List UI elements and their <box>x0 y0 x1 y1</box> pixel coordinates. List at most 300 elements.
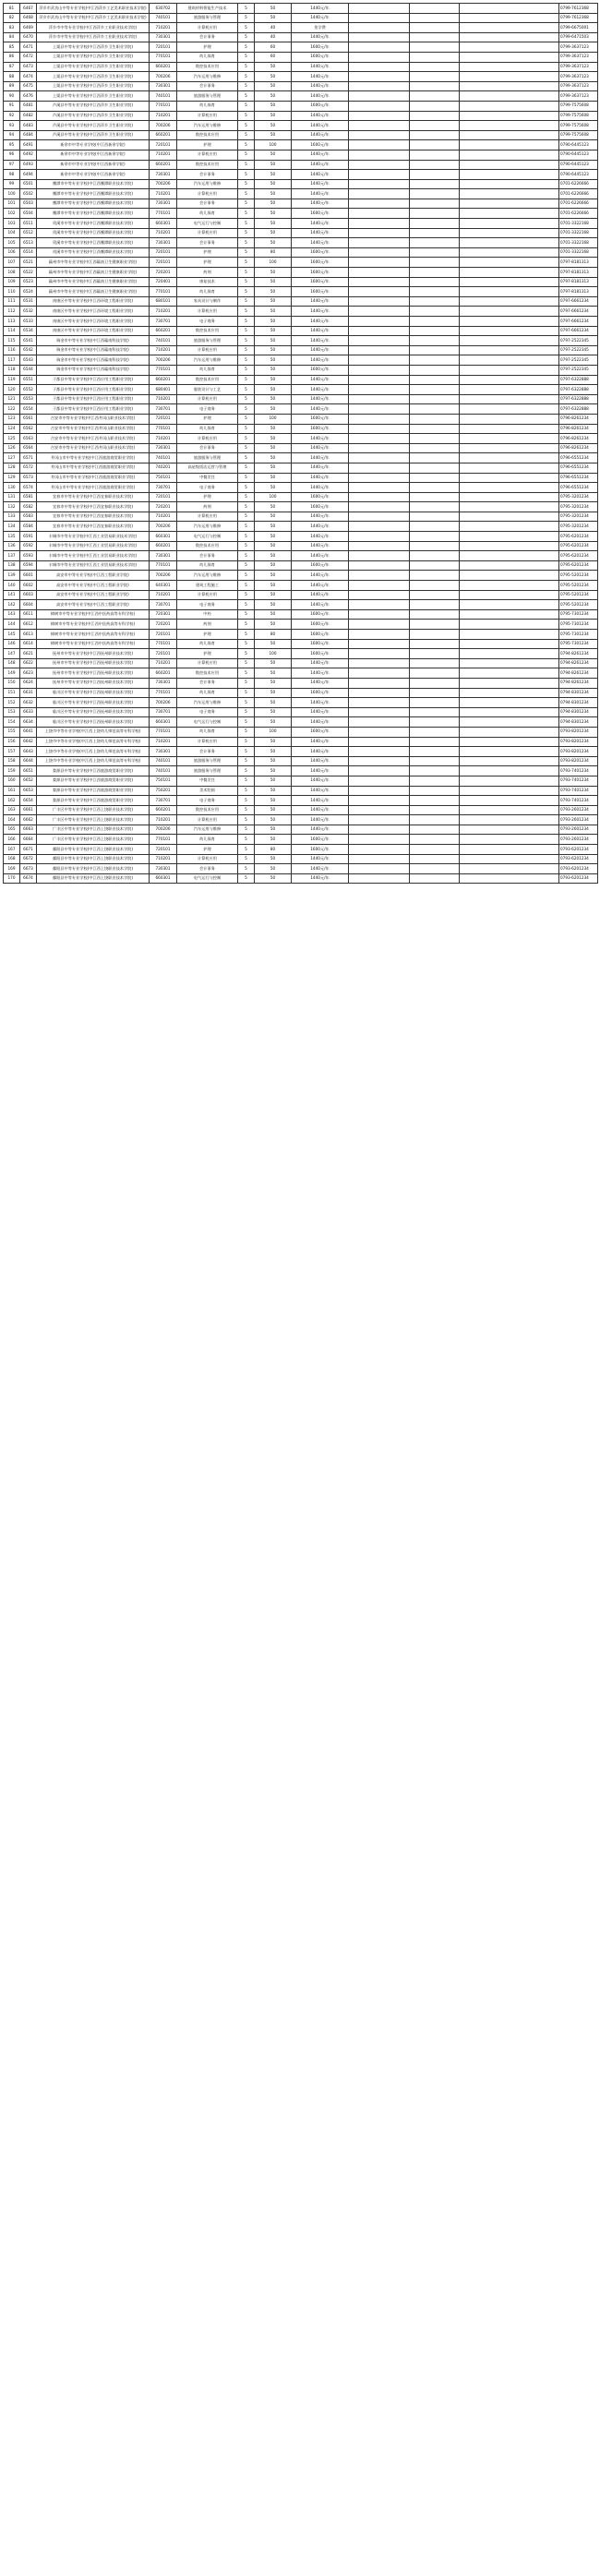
cell-fee: 1440元/年 <box>292 541 349 551</box>
cell-blank-b <box>410 170 460 180</box>
cell-fee: 1600元/年 <box>292 101 349 111</box>
cell-plan: 50 <box>255 737 292 747</box>
cell-blank-b <box>410 639 460 649</box>
cell-fee: 1440元/年 <box>292 473 349 483</box>
cell-major: 中餐烹饪 <box>177 473 238 483</box>
cell-school: 南康区中等专业学校(中江西环境工程职业学院) <box>37 317 150 327</box>
cell-code: 6522 <box>20 268 37 278</box>
cell-phone: 0795-3201234 <box>559 492 598 502</box>
cell-no: 118 <box>4 365 20 375</box>
cell-major-code: 770101 <box>150 639 177 649</box>
cell-code: 6511 <box>20 219 37 229</box>
cell-phone: 0799-6675001 <box>559 23 598 33</box>
cell-years: 5 <box>238 443 255 453</box>
cell-code: 6592 <box>20 541 37 551</box>
cell-major: 汽车运用与维修 <box>177 825 238 835</box>
cell-major-code: 660201 <box>150 130 177 140</box>
cell-school: 广丰区中等专业学校(中江西上饶职业技术学院) <box>37 815 150 825</box>
cell-phone: 0794-8301234 <box>559 688 598 698</box>
table-row <box>4 678 598 688</box>
cell-school: 鄱阳县中等专业学校(中江西上饶职业技术学院) <box>37 845 150 855</box>
cell-years: 5 <box>238 150 255 160</box>
cell-blank-a <box>349 247 410 258</box>
cell-phone: 0701-3322168 <box>559 219 598 229</box>
cell-years: 5 <box>238 179 255 189</box>
cell-school: 赣州市中等专业学校(中江西赣南卫生健康职业学院) <box>37 258 150 268</box>
cell-major: 会计事务 <box>177 678 238 688</box>
cell-major-code: 710201 <box>150 815 177 825</box>
cell-major: 护理 <box>177 630 238 640</box>
cell-no: 166 <box>4 835 20 845</box>
cell-no: 109 <box>4 277 20 287</box>
cell-years: 5 <box>238 385 255 395</box>
cell-blank-a <box>349 560 410 571</box>
cell-school: 萍乡市中等专业学校(中江西萍乡工业职业技术学院) <box>37 32 150 42</box>
cell-major: 计算机应用 <box>177 228 238 238</box>
table-row <box>4 483 598 493</box>
cell-no: 160 <box>4 776 20 786</box>
cell-major: 计算机应用 <box>177 434 238 444</box>
cell-years: 5 <box>238 4 255 14</box>
table-row <box>4 189 598 199</box>
cell-no: 110 <box>4 287 20 297</box>
table-row <box>4 845 598 855</box>
cell-years: 5 <box>238 296 255 307</box>
cell-fee: 1440元/年 <box>292 600 349 610</box>
cell-blank-c <box>460 189 559 199</box>
cell-school: 临川区中等专业学校(中江西抚州职业技术学院) <box>37 707 150 717</box>
cell-plan: 50 <box>255 532 292 542</box>
cell-blank-a <box>349 189 410 199</box>
cell-phone: 0796-8261234 <box>559 424 598 434</box>
cell-plan: 50 <box>255 336 292 346</box>
cell-phone: 0795-3201234 <box>559 522 598 532</box>
cell-phone: 0796-6551234 <box>559 463 598 473</box>
cell-no: 91 <box>4 101 20 111</box>
cell-major: 护理 <box>177 492 238 502</box>
cell-plan: 50 <box>255 317 292 327</box>
cell-code: 6622 <box>20 658 37 668</box>
cell-major: 护理 <box>177 414 238 424</box>
cell-school: 临川区中等专业学校(中江西抚州职业技术学院) <box>37 688 150 698</box>
cell-major: 计算机应用 <box>177 150 238 160</box>
cell-blank-c <box>460 414 559 424</box>
table-row <box>4 639 598 649</box>
cell-blank-b <box>410 766 460 776</box>
cell-phone: 0794-8301234 <box>559 707 598 717</box>
cell-major: 幼儿保育 <box>177 209 238 219</box>
cell-major-code: 710201 <box>150 189 177 199</box>
cell-code: 6514 <box>20 247 37 258</box>
cell-major-code: 720101 <box>150 492 177 502</box>
cell-major-code: 770101 <box>150 209 177 219</box>
cell-blank-c <box>460 620 559 630</box>
cell-blank-b <box>410 717 460 728</box>
cell-code: 6531 <box>20 296 37 307</box>
cell-no: 103 <box>4 219 20 229</box>
cell-plan: 50 <box>255 707 292 717</box>
cell-phone: 0793-6201234 <box>559 845 598 855</box>
cell-plan: 50 <box>255 756 292 766</box>
cell-plan: 50 <box>255 805 292 815</box>
cell-blank-c <box>460 326 559 336</box>
cell-years: 5 <box>238 219 255 229</box>
cell-blank-c <box>460 13 559 23</box>
cell-blank-b <box>410 560 460 571</box>
cell-blank-b <box>410 414 460 424</box>
cell-major-code: 770101 <box>150 688 177 698</box>
cell-code: 6652 <box>20 776 37 786</box>
cell-blank-c <box>460 796 559 806</box>
cell-code: 6591 <box>20 532 37 542</box>
cell-phone: 0790-6445123 <box>559 160 598 170</box>
cell-school: 广丰区中等专业学校(中江西上饶职业技术学院) <box>37 805 150 815</box>
cell-blank-c <box>460 130 559 140</box>
cell-blank-b <box>410 287 460 297</box>
cell-no: 130 <box>4 483 20 493</box>
cell-school: 高安市中等专业学校(中江西工程职业学院) <box>37 581 150 591</box>
cell-no: 117 <box>4 355 20 366</box>
cell-blank-b <box>410 845 460 855</box>
cell-fee: 1440元/年 <box>292 4 349 14</box>
table-row <box>4 121 598 131</box>
cell-code: 6624 <box>20 678 37 688</box>
cell-code: 6614 <box>20 639 37 649</box>
cell-no: 149 <box>4 668 20 679</box>
cell-plan: 50 <box>255 590 292 600</box>
cell-no: 147 <box>4 649 20 659</box>
cell-major: 电气运行与控制 <box>177 219 238 229</box>
cell-plan: 50 <box>255 268 292 278</box>
table-row <box>4 296 598 307</box>
cell-major-code: 720201 <box>150 620 177 630</box>
cell-plan: 50 <box>255 209 292 219</box>
cell-major: 美术绘画 <box>177 786 238 796</box>
cell-years: 5 <box>238 835 255 845</box>
cell-blank-c <box>460 140 559 150</box>
cell-blank-a <box>349 571 410 581</box>
cell-phone: 0794-8261234 <box>559 658 598 668</box>
cell-plan: 50 <box>255 111 292 121</box>
cell-code: 6482 <box>20 111 37 121</box>
cell-code: 6671 <box>20 845 37 855</box>
cell-fee: 1440元/年 <box>292 130 349 140</box>
cell-school: 于都县中等专业学校(中江西应用工程职业学院) <box>37 375 150 385</box>
cell-phone: 0795-5201234 <box>559 581 598 591</box>
cell-major-code: 750101 <box>150 473 177 483</box>
cell-blank-a <box>349 13 410 23</box>
cell-no: 128 <box>4 463 20 473</box>
table-row <box>4 873 598 884</box>
cell-plan: 50 <box>255 199 292 209</box>
cell-code: 6572 <box>20 463 37 473</box>
cell-major-code: 770101 <box>150 424 177 434</box>
cell-major-code: 730301 <box>150 238 177 248</box>
cell-school: 上栗县中等专业学校(中江西萍乡卫生职业学院) <box>37 52 150 62</box>
cell-no: 81 <box>4 4 20 14</box>
cell-code: 6584 <box>20 522 37 532</box>
cell-blank-c <box>460 219 559 229</box>
table-row <box>4 600 598 610</box>
cell-blank-b <box>410 815 460 825</box>
cell-major: 药剂 <box>177 620 238 630</box>
cell-major: 汽车运用与维修 <box>177 179 238 189</box>
cell-fee: 1440元/年 <box>292 658 349 668</box>
cell-fee: 1440元/年 <box>292 522 349 532</box>
table-row <box>4 385 598 395</box>
cell-phone: 0797-6661234 <box>559 296 598 307</box>
cell-phone: 0799-7612368 <box>559 4 598 14</box>
cell-fee: 1440元/年 <box>292 375 349 385</box>
cell-blank-a <box>349 42 410 53</box>
cell-years: 5 <box>238 698 255 708</box>
cell-no: 139 <box>4 571 20 581</box>
cell-plan: 50 <box>255 698 292 708</box>
table-row <box>4 747 598 757</box>
cell-fee: 1440元/年 <box>292 326 349 336</box>
cell-major: 数控技术应用 <box>177 668 238 679</box>
cell-major-code: 680401 <box>150 385 177 395</box>
cell-blank-a <box>349 414 410 424</box>
cell-fee: 1440元/年 <box>292 228 349 238</box>
cell-no: 155 <box>4 727 20 737</box>
cell-major-code: 750101 <box>150 776 177 786</box>
cell-years: 5 <box>238 101 255 111</box>
cell-major-code: 660201 <box>150 160 177 170</box>
cell-blank-a <box>349 345 410 355</box>
cell-years: 5 <box>238 707 255 717</box>
cell-blank-b <box>410 532 460 542</box>
cell-fee: 1440元/年 <box>292 404 349 415</box>
cell-phone: 0701-6226666 <box>559 179 598 189</box>
cell-years: 5 <box>238 727 255 737</box>
cell-phone: 0793-6201234 <box>559 873 598 884</box>
cell-fee: 1600元/年 <box>292 835 349 845</box>
cell-code: 6523 <box>20 277 37 287</box>
cell-code: 6494 <box>20 170 37 180</box>
cell-plan: 50 <box>255 796 292 806</box>
cell-years: 5 <box>238 32 255 42</box>
cell-major: 会计事务 <box>177 551 238 561</box>
cell-years: 5 <box>238 620 255 630</box>
cell-no: 94 <box>4 130 20 140</box>
table-row <box>4 560 598 571</box>
table-row <box>4 590 598 600</box>
cell-code: 6613 <box>20 630 37 640</box>
cell-major: 护理 <box>177 247 238 258</box>
cell-plan: 50 <box>255 560 292 571</box>
cell-phone: 0795-6201234 <box>559 532 598 542</box>
cell-plan: 100 <box>255 492 292 502</box>
cell-blank-b <box>410 42 460 53</box>
cell-phone: 0797-8181313 <box>559 268 598 278</box>
cell-school: 樟树市中等专业学校(中江西中医药高等专科学校) <box>37 620 150 630</box>
cell-no: 90 <box>4 91 20 102</box>
cell-code: 6492 <box>20 150 37 160</box>
cell-years: 5 <box>238 62 255 72</box>
cell-no: 88 <box>4 72 20 82</box>
cell-blank-c <box>460 571 559 581</box>
cell-major: 数控技术应用 <box>177 160 238 170</box>
cell-phone: 0793-7401234 <box>559 786 598 796</box>
cell-years: 5 <box>238 522 255 532</box>
cell-school: 萍乡市中等专业学校(中江西萍乡工业职业技术学院) <box>37 23 150 33</box>
cell-blank-b <box>410 307 460 317</box>
cell-years: 5 <box>238 375 255 385</box>
cell-fee: 1600元/年 <box>292 845 349 855</box>
cell-years: 5 <box>238 717 255 728</box>
cell-school: 高安市中等专业学校(中江西工程职业学院) <box>37 590 150 600</box>
table-row <box>4 32 598 42</box>
cell-fee: 1600元/年 <box>292 424 349 434</box>
cell-fee: 1440元/年 <box>292 219 349 229</box>
cell-plan: 50 <box>255 639 292 649</box>
cell-blank-a <box>349 854 410 864</box>
cell-blank-c <box>460 268 559 278</box>
cell-blank-a <box>349 268 410 278</box>
cell-code: 6561 <box>20 414 37 424</box>
cell-blank-c <box>460 786 559 796</box>
cell-code: 6653 <box>20 786 37 796</box>
cell-blank-c <box>460 345 559 355</box>
cell-phone: 0793-7401234 <box>559 776 598 786</box>
cell-blank-b <box>410 52 460 62</box>
cell-code: 6481 <box>20 101 37 111</box>
cell-major-code: 730301 <box>150 678 177 688</box>
cell-plan: 50 <box>255 483 292 493</box>
table-row <box>4 130 598 140</box>
cell-plan: 50 <box>255 385 292 395</box>
cell-blank-c <box>460 453 559 463</box>
cell-major-code: 710201 <box>150 23 177 33</box>
cell-plan: 50 <box>255 473 292 483</box>
cell-plan: 50 <box>255 228 292 238</box>
cell-blank-b <box>410 571 460 581</box>
cell-blank-a <box>349 258 410 268</box>
cell-blank-a <box>349 609 410 620</box>
cell-blank-a <box>349 434 410 444</box>
cell-years: 5 <box>238 287 255 297</box>
cell-blank-a <box>349 317 410 327</box>
table-row <box>4 854 598 864</box>
cell-blank-c <box>460 815 559 825</box>
cell-blank-b <box>410 209 460 219</box>
cell-code: 6468 <box>20 13 37 23</box>
cell-no: 137 <box>4 551 20 561</box>
table-row <box>4 630 598 640</box>
cell-blank-a <box>349 463 410 473</box>
cell-school: 南康区中等专业学校(中江西环境工程职业学院) <box>37 326 150 336</box>
cell-school: 芦溪县中等专业学校(中江西萍乡卫生职业学院) <box>37 111 150 121</box>
cell-plan: 50 <box>255 101 292 111</box>
cell-major-code: 700206 <box>150 571 177 581</box>
cell-code: 6672 <box>20 854 37 864</box>
cell-major: 会计事务 <box>177 32 238 42</box>
cell-major-code: 740101 <box>150 336 177 346</box>
cell-blank-c <box>460 336 559 346</box>
table-row <box>4 620 598 630</box>
cell-school: 抚州市中等专业学校(中江西抚州职业技术学院) <box>37 668 150 679</box>
cell-years: 5 <box>238 13 255 23</box>
cell-phone: 0795-6201234 <box>559 560 598 571</box>
cell-major-code: 700206 <box>150 121 177 131</box>
cell-blank-c <box>460 541 559 551</box>
cell-years: 5 <box>238 268 255 278</box>
cell-blank-b <box>410 179 460 189</box>
cell-fee: 1440元/年 <box>292 825 349 835</box>
cell-plan: 50 <box>255 130 292 140</box>
cell-blank-c <box>460 404 559 415</box>
cell-school: 鄱阳县中等专业学校(中江西上饶职业技术学院) <box>37 854 150 864</box>
cell-major: 汽车运用与维修 <box>177 355 238 366</box>
cell-major-code: 770101 <box>150 835 177 845</box>
cell-school: 赣州市中等专业学校(中江西赣南卫生健康职业学院) <box>37 268 150 278</box>
cell-major: 计算机应用 <box>177 189 238 199</box>
table-row <box>4 326 598 336</box>
cell-plan: 50 <box>255 13 292 23</box>
cell-plan: 50 <box>255 825 292 835</box>
cell-no: 169 <box>4 864 20 874</box>
cell-phone: 0796-8261234 <box>559 443 598 453</box>
cell-plan: 50 <box>255 835 292 845</box>
table-row <box>4 522 598 532</box>
cell-no: 157 <box>4 747 20 757</box>
cell-major: 幼儿保育 <box>177 560 238 571</box>
cell-blank-b <box>410 355 460 366</box>
cell-major: 护理 <box>177 649 238 659</box>
cell-blank-c <box>460 4 559 14</box>
cell-plan: 50 <box>255 678 292 688</box>
cell-blank-b <box>410 140 460 150</box>
cell-school: 上饶市中等专业学校(中江西上饶幼儿师范高等专科学校) <box>37 747 150 757</box>
cell-no: 143 <box>4 609 20 620</box>
cell-blank-c <box>460 590 559 600</box>
cell-major-code: 770101 <box>150 560 177 571</box>
cell-major: 服装设计与工艺 <box>177 385 238 395</box>
cell-blank-b <box>410 91 460 102</box>
cell-fee: 1440元/年 <box>292 307 349 317</box>
cell-phone: 0701-3322168 <box>559 238 598 248</box>
cell-years: 5 <box>238 560 255 571</box>
cell-blank-a <box>349 786 410 796</box>
cell-code: 6491 <box>20 140 37 150</box>
table-row <box>4 532 598 542</box>
table-row <box>4 424 598 434</box>
cell-years: 5 <box>238 414 255 424</box>
cell-blank-b <box>410 81 460 91</box>
cell-major: 电气运行与控制 <box>177 532 238 542</box>
cell-phone: 0797-2522345 <box>559 336 598 346</box>
cell-major-code: 730701 <box>150 707 177 717</box>
cell-major-code: 720101 <box>150 258 177 268</box>
cell-school: 井冈山市中等专业学校(中江西旅游商贸职业学院) <box>37 463 150 473</box>
cell-major-code: 660301 <box>150 717 177 728</box>
cell-school: 上饶市中等专业学校(中江西上饶幼儿师范高等专科学校) <box>37 756 150 766</box>
cell-school: 高安市中等专业学校(中江西工程职业学院) <box>37 600 150 610</box>
cell-no: 144 <box>4 620 20 630</box>
cell-phone: 0796-6551234 <box>559 483 598 493</box>
cell-phone: 0793-6201234 <box>559 864 598 874</box>
table-row <box>4 551 598 561</box>
cell-school: 抚州市中等专业学校(中江西抚州职业技术学院) <box>37 649 150 659</box>
table-row <box>4 658 598 668</box>
cell-years: 5 <box>238 492 255 502</box>
cell-blank-c <box>460 600 559 610</box>
cell-major: 电子商务 <box>177 404 238 415</box>
cell-fee: 1440元/年 <box>292 786 349 796</box>
cell-major: 药剂 <box>177 268 238 278</box>
cell-code: 6583 <box>20 512 37 522</box>
